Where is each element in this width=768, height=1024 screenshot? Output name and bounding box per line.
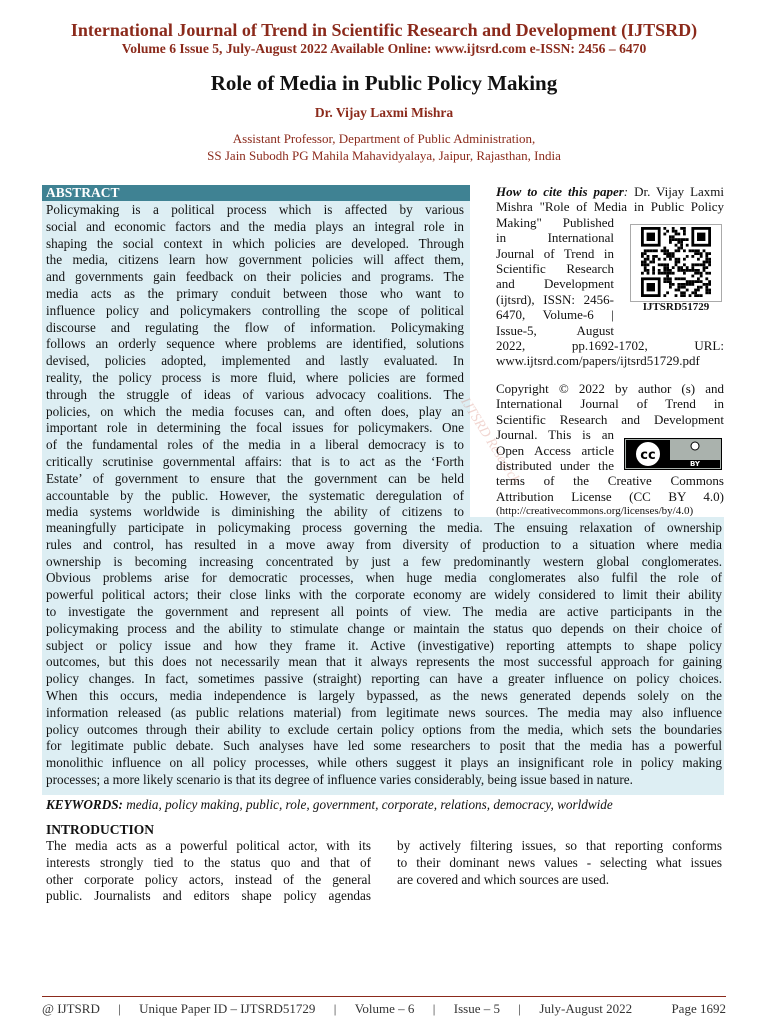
text-line: subject or policy issue and how they frame it. Active (investigative) reporting attempts to shape policy: [46, 637, 722, 653]
copyright-line: Scientific Research and Development: [496, 411, 724, 427]
text-line: for legitimate public debate. Such analyses have led some researchers to posit that the media has a powerful: [46, 738, 722, 754]
text-line: accountable by the public. However, the systematic deregulation of: [46, 487, 464, 503]
text-line: rules and control, has resulted in a move away from diversity of production to a situation where media: [46, 536, 722, 552]
footer-separator: |: [333, 1001, 337, 1016]
footer-page-number: Page 1692: [671, 1001, 726, 1016]
text-line: to their dominant news values - selecting what issues: [397, 854, 722, 870]
text-line: monolithic influence on all policy processes, while others suggest it plays an insignificant role in policy making: [46, 755, 722, 771]
copyright-line: terms of the Creative Commons: [496, 473, 724, 489]
text-line: media acts as the primary conduit between those who want to: [46, 285, 464, 301]
license-url[interactable]: (http://creativecommons.org/licenses/by/4.0): [496, 505, 694, 518]
footer-separator: |: [518, 1001, 521, 1016]
text-line: Estate’ of government to ensure that the government can be held: [46, 470, 464, 486]
text-line: public. Journalists and editors shape policy agendas: [46, 888, 371, 904]
footer-rule: [42, 996, 726, 997]
cc-by-license-icon[interactable]: [624, 438, 722, 470]
text-line: other corporate policy actors, instead of the general: [46, 871, 371, 887]
paper-title: Role of Media in Public Policy Making: [210, 71, 558, 95]
text-line: processes; a more likely scenario is that its degree of influence varies considerably, being issue based in nature.: [46, 771, 633, 787]
text-line: through the struggle of ideas of various advocacy coalitions. The: [46, 386, 464, 402]
text-line: social and economic factors and the media plays an integral role in: [46, 218, 464, 234]
footer-separator: |: [432, 1001, 436, 1016]
issue-line: Volume 6 Issue 5, July-August 2022 Available Online: www.ijtsrd.com e-ISSN: 2456 – 6470: [121, 41, 647, 56]
by-text: BY: [689, 460, 701, 468]
citation-line: 6470, Volume-6 |: [496, 307, 614, 323]
abstract-text-narrow: [46, 202, 464, 521]
footer-paper-id: Unique Paper ID – IJTSRD51729: [139, 1001, 316, 1016]
citation-line: in International: [496, 230, 614, 246]
text-line: ownership is becoming increasing concentrated by just a few predominantly western global conglomerates.: [46, 553, 722, 569]
qr-label: IJTSRD51729: [642, 301, 710, 313]
text-line: powerful political actors; their close links with the corporate economy are widely considered to limit their ability: [46, 587, 722, 603]
text-line: by actively filtering issues, so that reporting conforms: [397, 838, 722, 853]
text-line: policy changes. In fact, sometimes passive (straight) reporting can have a greater influence on policy choices.: [46, 671, 722, 687]
text-line: the media, citizens learn how government policies will affect them,: [46, 252, 464, 268]
text-line: of the fundamental roles of the media in a liberal democracy is to: [46, 437, 464, 453]
citation-line: 2022, pp.1692-1702, URL:: [496, 337, 724, 353]
author-affiliation: [0, 130, 768, 164]
author-name: Dr. Vijay Laxmi Mishra: [314, 105, 454, 120]
copyright-line: International Journal of Trend in: [496, 396, 724, 412]
text-line: The media acts as a powerful political actor, with its: [46, 838, 371, 853]
keywords-text: media, policy making, public, role, government, corporate, relations, democracy, worldwide: [126, 797, 613, 812]
footer-separator: |: [118, 1001, 121, 1016]
citation-line: Issue-5, August: [496, 322, 614, 338]
citation-line: Journal of Trend in: [496, 245, 614, 261]
journal-title: International Journal of Trend in Scientific Research and Development (IJTSRD): [70, 20, 698, 40]
affiliation-line-2: SS Jain Subodh PG Mahila Mahavidyalaya, Jaipur, Rajasthan, India: [207, 148, 561, 163]
watermark: IJTSRD Research: [457, 395, 523, 488]
copyright-line: Journal. This is an: [496, 427, 614, 443]
citation-line: Dr. Vijay Laxmi: [634, 184, 724, 199]
qr-code-icon: [630, 224, 722, 302]
citation-label: How to cite this paper: [496, 184, 624, 199]
citation-line: Mishra "Role of Media in Public Policy: [496, 199, 724, 215]
text-line: influence policy and policymakers controlling the scope of political: [46, 302, 464, 318]
citation-line: Making" Published: [496, 214, 614, 230]
copyright-line: Open Access article: [496, 442, 614, 458]
text-line: policy outcomes through their ability to exclude certain policy options from the media, which sets the boundaries: [46, 721, 722, 737]
text-line: devised, policies adopted, implemented and lastly evaluated. In: [46, 353, 464, 369]
text-line: policymaking process and the ability to stimulate change or maintain the status quo depends on their choice of: [46, 620, 722, 636]
keywords-label: KEYWORDS:: [46, 797, 123, 812]
citation-line: (ijtsrd), ISSN: 2456-: [496, 291, 614, 307]
footer-issue: Issue – 5: [453, 1001, 500, 1016]
text-line: discourse and regulating the flow of information. Policymaking: [46, 319, 464, 335]
text-line: to investigate the government and represent all points of view. The media are active participants in the: [46, 603, 722, 619]
text-line: are covered and which sources are used.: [397, 871, 609, 887]
text-line: and governments gain feedback on their policies and programs. The: [46, 269, 464, 285]
abstract-text-wide: [46, 520, 722, 789]
footer-volume: Volume – 6: [354, 1001, 415, 1016]
page-footer: [42, 1001, 726, 1017]
footer-period: July-August 2022: [539, 1001, 633, 1016]
text-line: information released (as public relations material) from legitimate news sources. The media may also influence: [46, 704, 722, 720]
abstract-heading: ABSTRACT: [42, 185, 470, 201]
introduction-right-column: [397, 838, 722, 888]
text-line: interests strongly tied to the status quo and that of: [46, 854, 371, 870]
citation-url[interactable]: www.ijtsrd.com/papers/ijtsrd51729.pdf: [496, 353, 700, 369]
text-line: Obvious problems arise for democratic processes, when huge media conglomerates also fulfil the role of: [46, 570, 722, 586]
text-line: meaningfully participate in policymaking process governing the media. The ensuing relaxation of ownership: [46, 520, 722, 535]
text-line: policies, on which the media focuses can, and often does, play an: [46, 403, 464, 419]
citation-block: How to cite this paper: Dr. Vijay Laxmi Mishra "Role of Media in Public Policy Making" Published in International Journal of Trend in Scientific Research and Development (ijtsrd), ISSN: 2456- 6470, Volume-6 | Issue-5, August 2022, pp.1692-1702, URL: www.ijtsrd.com/papers/ijtsrd51729.pdf: [496, 184, 724, 369]
cc-text: cc: [640, 448, 656, 463]
text-line: When this occurs, media independence is largely bypassed, as the news generated depends solely on the: [46, 687, 722, 703]
copyright-line: Attribution License (CC BY 4.0): [496, 488, 724, 504]
copyright-line: distributed under the: [496, 457, 614, 473]
text-line: shaping the social context in which policies are developed. Through: [46, 235, 464, 251]
keywords: [46, 796, 726, 813]
introduction-heading: INTRODUCTION: [46, 822, 155, 837]
text-line: critically scrutinise governmental affairs: that is to act as the ‘Forth: [46, 453, 464, 469]
text-line: media systems worldwide is diminishing the ability of citizens to: [46, 504, 464, 520]
text-line: outcomes, but this does not necessarily mean that it always represents the most successful approach for gaining: [46, 654, 722, 670]
text-line: Policymaking is a political process which is affected by various: [46, 202, 464, 217]
citation-line: Scientific Research: [496, 260, 614, 276]
text-line: follows an orderly sequence where problems are identified, solutions: [46, 336, 464, 352]
text-line: reality, the policy process is more fluid, where policies are formed: [46, 369, 464, 385]
footer-journal: @ IJTSRD: [42, 1001, 100, 1016]
introduction-left-column: [46, 838, 371, 905]
copyright-line: Copyright © 2022 by author (s) and: [496, 381, 724, 396]
text-line: important role in determining the focal issues for policymakers. One: [46, 420, 464, 436]
affiliation-line-1: Assistant Professor, Department of Public Administration,: [232, 131, 536, 146]
citation-line: and Development: [496, 276, 614, 292]
